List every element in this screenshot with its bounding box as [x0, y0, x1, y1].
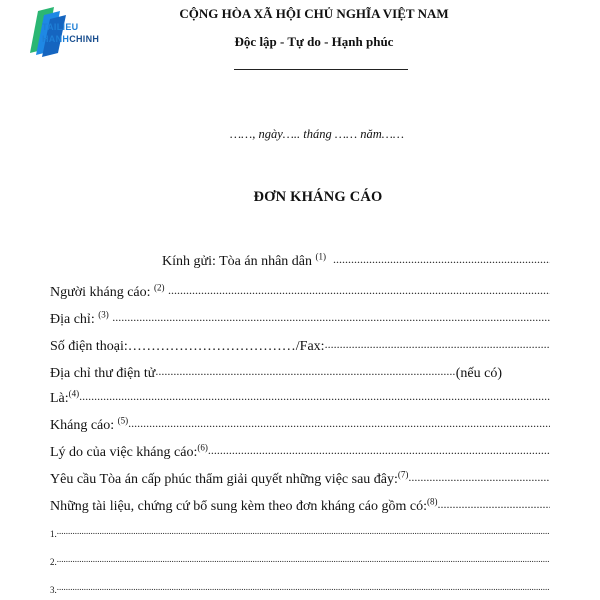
request-line: Yêu cầu Tòa án cấp phúc thẩm giải quyết những việc sau đây: $^{(7)}$ .....	[50, 469, 550, 488]
list-item-3-field[interactable]	[57, 579, 550, 593]
address-line: Địa chỉ: $^{(3)}$ .....	[50, 309, 550, 328]
list-item-2-field[interactable]	[57, 551, 550, 565]
email-field[interactable]	[155, 363, 455, 377]
reason-line: Lý do của việc kháng cáo: $^{(6)}$ .....	[50, 442, 550, 461]
documents-field[interactable]	[437, 496, 550, 510]
address-field[interactable]	[112, 309, 550, 323]
role-line: Là: $^{(4)}$ .....	[50, 388, 550, 407]
recipient-field[interactable]	[333, 251, 550, 265]
logo-text-line1: TAILIEU	[42, 22, 79, 32]
header-underline	[234, 69, 408, 70]
appeal-field[interactable]	[128, 415, 550, 429]
fax-field[interactable]	[325, 336, 550, 350]
national-title: CỘNG HÒA XÃ HỘI CHỦ NGHĨA VIỆT NAM	[179, 6, 449, 21]
email-line: Địa chỉ thư điện tử ..... (nếu có)	[50, 363, 502, 382]
role-field[interactable]	[79, 388, 550, 402]
document-title: ĐƠN KHÁNG CÁO	[253, 189, 383, 205]
list-item-2: 2. .....	[50, 551, 550, 567]
date-line: ……, ngày….. tháng …… năm……	[230, 127, 404, 141]
reason-field[interactable]	[208, 442, 550, 456]
request-field[interactable]	[408, 469, 550, 483]
phone-field[interactable]: ………………………………	[127, 339, 296, 354]
appeal-line: Kháng cáo: $^{(5)}$ .....	[50, 415, 550, 434]
documents-line: Những tài liệu, chứng cứ bổ sung kèm theo đơn kháng cáo gồm có: $^{(8)}$ .....	[50, 496, 550, 515]
appellant-line: Người kháng cáo: $^{(2)}$ .....	[50, 282, 550, 301]
list-item-1: 1. .....	[50, 523, 550, 539]
recipient-line: Kính gửi: Tòa án nhân dân $^{(1)}$ .....	[162, 251, 550, 270]
appellant-field[interactable]	[168, 282, 550, 296]
list-item-3: 3. .....	[50, 579, 550, 595]
logo-text-line2: HANHCHINH	[42, 34, 100, 44]
list-item-1-field[interactable]	[57, 523, 550, 537]
national-motto: Độc lập - Tự do - Hạnh phúc	[234, 34, 394, 49]
phone-line: Số điện thoại: ……………………………… /Fax: .....	[50, 336, 550, 355]
